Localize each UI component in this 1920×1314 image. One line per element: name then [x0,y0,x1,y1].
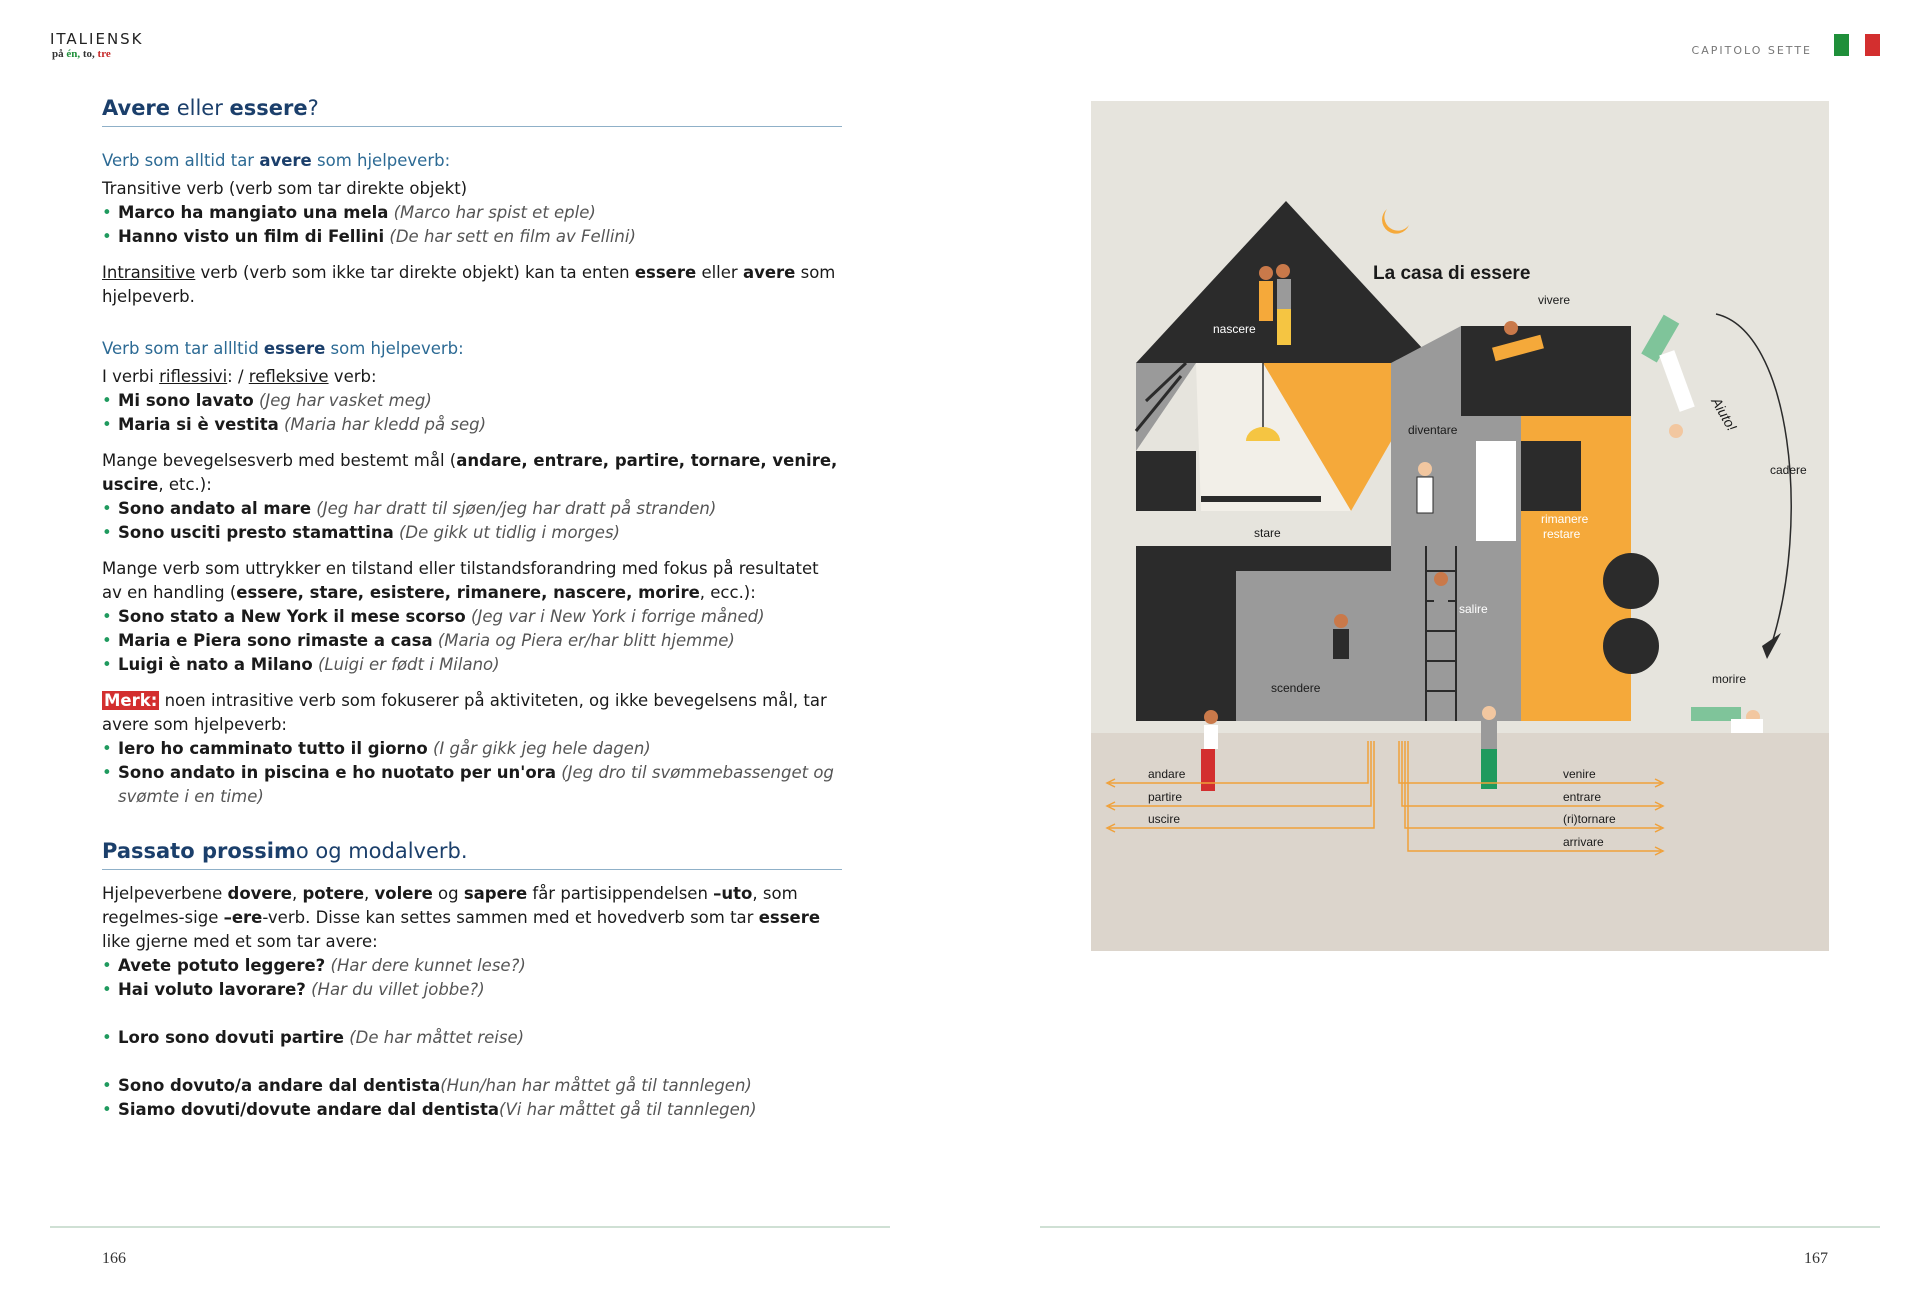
label-cadere: cadere [1770,463,1807,477]
example-no: (Maria har kledd på seg) [283,415,487,434]
avere-heading-c: som hjelpeverb: [311,151,451,170]
list-item [102,1026,842,1050]
example-it: Sono dovuto/a andare dal dentista [118,1076,441,1095]
example-it: Sono usciti presto stamattina [118,523,394,542]
intro-3: , [291,884,303,903]
left-arrow-label: partire [1148,790,1183,804]
list-item [102,1074,842,1098]
intro-7: og [432,884,464,903]
motion-c: , etc.): [158,475,212,494]
example-no: (Jeg har vasket meg) [258,391,432,410]
list-item [102,201,842,225]
title-avere: Avere [102,96,171,120]
label-restare: restare [1543,527,1581,541]
title-passato: Passato prossim [102,839,296,863]
intransitive-term: Intransitive [102,263,196,282]
example-it: Loro sono dovuti partire [118,1028,344,1047]
example-no: (Jeg dro til svømmebassenget og svømte i en time) [118,763,834,806]
brand-subtitle [52,48,144,60]
example-it: Luigi è nato a Milano [118,655,313,674]
modal-avere-examples [102,954,842,1002]
intro-13: -verb. Disse kan settes sammen med et hovedverb som tar [262,908,759,927]
example-it: Hanno visto un film di Fellini [118,227,385,246]
section-title-avere-essere [102,96,842,127]
example-it: Mi sono lavato [118,391,254,410]
essere-subheading [102,337,842,361]
list-item [102,521,842,545]
chapter-label: CAPITOLO SETTE [1691,44,1812,57]
example-no: (Jeg har dratt til sjøen/jeg har dratt på stranden) [316,499,717,518]
example-no: (De har sett en film av Fellini) [389,227,636,246]
transitive-line: Transitive verb (verb som tar direkte objekt) [102,179,468,198]
example-no: (De har måttet reise) [349,1028,525,1047]
list-item [102,605,842,629]
modal-dentista-examples [102,1074,842,1122]
example-it: Maria e Piera sono rimaste a casa [118,631,433,650]
example-it: Maria si è vestita [118,415,279,434]
label-rimanere: rimanere [1541,512,1589,526]
example-it: Sono andato in piscina e ho nuotato per un'ora [118,763,556,782]
example-no: (Vi har måttet gå til tannlegen) [499,1100,757,1119]
reflexive-c: : / [227,367,249,386]
label-diventare: diventare [1408,423,1458,437]
modal-partire-example [102,1026,842,1050]
intransitive-b: verb (verb som ikke tar direkte objekt) kan ta enten [195,263,635,282]
title-qmark: ? [307,96,319,120]
state-c: , ecc.): [699,583,756,602]
intro-4: potere [302,884,365,903]
label-morire: morire [1712,672,1747,686]
label-stare: stare [1254,526,1281,540]
reflexive-a: I verbi [102,367,160,386]
right-arrow-label: venire [1563,767,1596,781]
state-examples [102,605,842,677]
example-no: (Jeg var i New York i forrige måned) [471,607,765,626]
intro-10: –uto [713,884,753,903]
list-item [102,761,842,809]
example-it: Avete potuto leggere? [118,956,326,975]
example-no: (Har dere kunnet lese?) [330,956,526,975]
modal-intro [102,882,842,954]
example-no: (Marco har spist et eple) [393,203,596,222]
brand-sub-en: én, [66,48,81,60]
intransitive-e: avere [742,263,796,282]
left-arrow-label: andare [1148,767,1186,781]
footer-rule-left [50,1226,890,1228]
section-title-passato-prossimo [102,839,842,870]
footer-rule-right [1040,1226,1880,1228]
title-modalverb: o og modalverb. [295,839,468,863]
intro-9: får partisippendelsen [527,884,714,903]
title-essere: essere [229,96,308,120]
intro-15: like gjerne med et som tar avere: [102,932,378,951]
example-no: (Luigi er født i Milano) [318,655,500,674]
example-it: Sono andato al mare [118,499,312,518]
list-item [102,225,842,249]
brand-title: ITALIENSK [50,30,144,48]
left-page-content [102,96,842,1122]
merk-text: noen intrasitive verb som fokuserer på aktiviteten, og ikke bevegelsens mål, tar avere som hjelpeverb: [102,691,827,734]
right-arrow-label: entrare [1563,790,1602,804]
motion-b: andare, entrare, partire, tornare, venire, uscire [102,451,838,494]
page-number-right: 167 [1804,1250,1828,1267]
illustration-title: La casa di essere [1373,263,1531,284]
avere-heading-a: Verb som alltid tar [102,151,260,170]
state-line [102,557,842,605]
transitive-examples [102,201,842,249]
brand-sub-pa: på [52,48,64,60]
list-item [102,413,842,437]
example-it: Siamo dovuti/dovute andare dal dentista [118,1100,500,1119]
intro-2: dovere [227,884,292,903]
example-it: Marco ha mangiato una mela [118,203,389,222]
state-a: Mange verb som uttrykker en tilstand eller tilstandsforandring med fokus på resultatet av en handling ( [102,559,819,602]
example-no: (Hun/han har måttet gå til tannlegen) [440,1076,752,1095]
intransitive-line [102,261,842,309]
avere-subheading [102,149,842,173]
brand-sub-tre: tre [97,48,111,60]
example-it: Iero ho camminato tutto il giorno [118,739,428,758]
right-arrow-label: (ri)tornare [1563,812,1616,826]
example-no: (De gikk ut tidlig i morges) [399,523,620,542]
label-vivere: vivere [1538,293,1571,307]
right-arrow-label: arrivare [1563,835,1604,849]
reflexive-e: verb: [328,367,377,386]
list-item [102,954,842,978]
label-scendere: scendere [1271,681,1321,695]
list-item [102,1098,842,1122]
intransitive-f: som hjelpeverb. [102,263,836,306]
label-nascere: nascere [1213,322,1256,336]
list-item [102,737,842,761]
essere-heading-b: essere [263,339,326,358]
intro-14: essere [758,908,821,927]
example-no: (I går gikk jeg hele dagen) [433,739,651,758]
list-item [102,389,842,413]
intro-12: –ere [223,908,263,927]
intro-5: , [364,884,375,903]
merk-examples [102,737,842,809]
avere-heading-b: avere [259,151,312,170]
motion-a: Mange bevegelsesverb med bestemt mål ( [102,451,457,470]
intro-8: sapere [463,884,528,903]
list-item [102,629,842,653]
title-eller: eller [170,96,230,120]
reflexive-line [102,365,842,389]
merk-note [102,689,842,737]
example-no: (Har du villet jobbe?) [311,980,485,999]
state-b: essere, stare, esistere, rimanere, nascere, morire [236,583,700,602]
merk-badge: Merk: [104,691,158,710]
label-salire: salire [1459,602,1488,616]
essere-heading-a: Verb som tar allltid [102,339,264,358]
intransitive-c: essere [634,263,697,282]
reflexive-d: refleksive [248,367,329,386]
intro-6: volere [374,884,433,903]
motion-line [102,449,842,497]
casa-di-essere-illustration [1091,101,1829,951]
list-item [102,978,842,1002]
left-arrow-label: uscire [1148,812,1181,826]
list-item [102,653,842,677]
example-it: Sono stato a New York il mese scorso [118,607,466,626]
example-it: Hai voluto lavorare? [118,980,306,999]
reflexive-examples [102,389,842,437]
book-brand [50,30,144,60]
intro-11: , som regelmes-sige [102,884,798,927]
brand-sub-to: to, [82,48,95,60]
reflexive-b: riflessivi [159,367,228,386]
label-aiuto: Aiuto! [1708,394,1741,434]
essere-heading-c: som hjelpeverb: [325,339,464,358]
list-item [102,497,842,521]
italian-flag-icon [1834,34,1880,56]
motion-examples [102,497,842,545]
page-number-left: 166 [102,1250,126,1267]
example-no: (Maria og Piera er/har blitt hjemme) [437,631,735,650]
intro-1: Hjelpeverbene [102,884,228,903]
intransitive-d: eller [696,263,743,282]
